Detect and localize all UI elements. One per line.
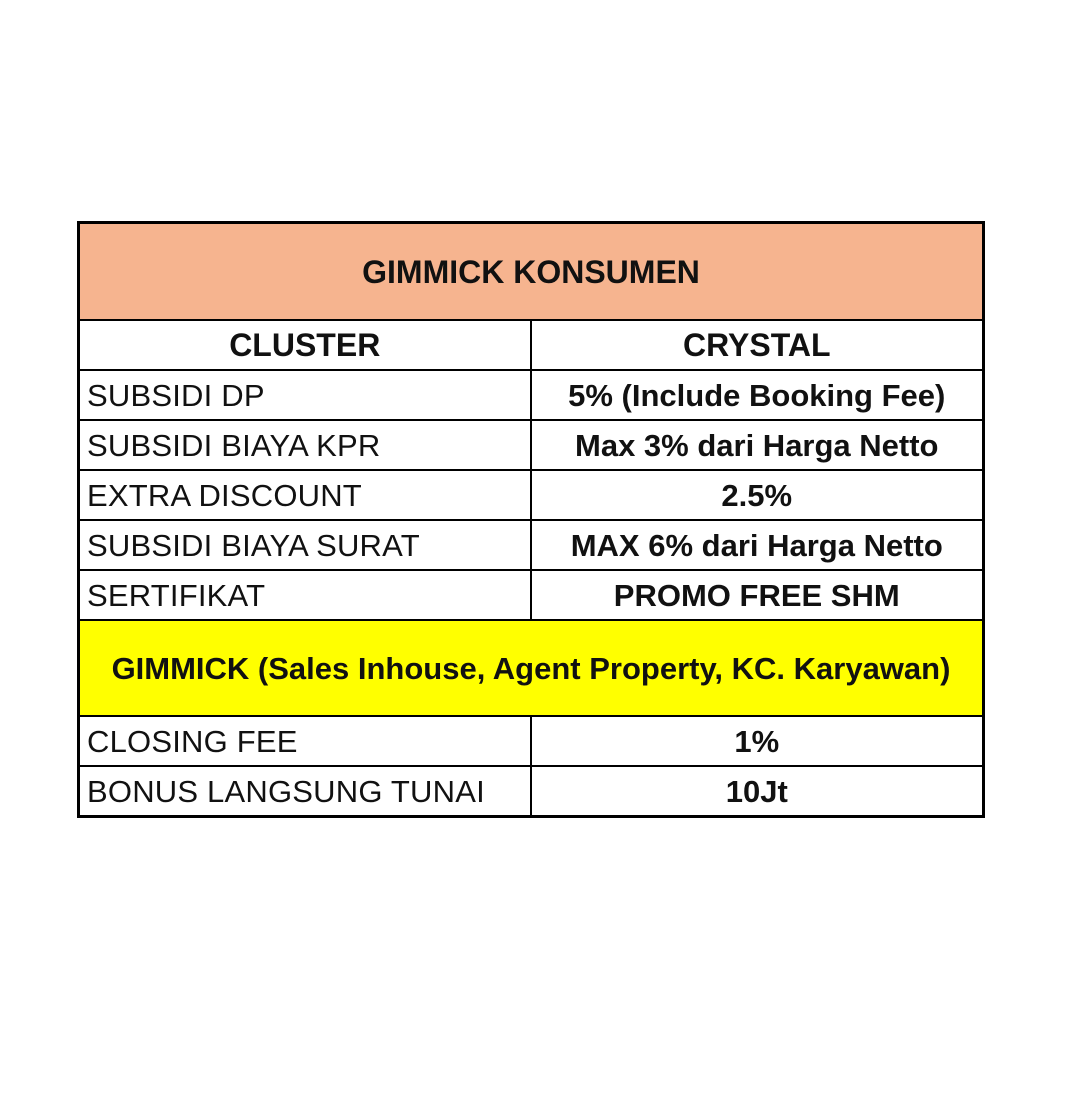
table-row-subsidi-biaya-kpr bbox=[79, 420, 984, 470]
row-label: SUBSIDI DP bbox=[79, 370, 531, 420]
column-header-cluster: CLUSTER bbox=[79, 320, 531, 370]
table-row-closing-fee bbox=[79, 716, 984, 766]
row-label: BONUS LANGSUNG TUNAI bbox=[79, 766, 531, 817]
row-label: SUBSIDI BIAYA SURAT bbox=[79, 520, 531, 570]
row-label: SUBSIDI BIAYA KPR bbox=[79, 420, 531, 470]
column-header-crystal: CRYSTAL bbox=[531, 320, 984, 370]
row-value: MAX 6% dari Harga Netto bbox=[531, 520, 984, 570]
table-row-extra-discount bbox=[79, 470, 984, 520]
row-label: SERTIFIKAT bbox=[79, 570, 531, 620]
row-value: 2.5% bbox=[531, 470, 984, 520]
row-value: PROMO FREE SHM bbox=[531, 570, 984, 620]
promo-table bbox=[77, 221, 985, 818]
row-value: Max 3% dari Harga Netto bbox=[531, 420, 984, 470]
row-label: EXTRA DISCOUNT bbox=[79, 470, 531, 520]
table-row-subsidi-dp bbox=[79, 370, 984, 420]
row-label: CLOSING FEE bbox=[79, 716, 531, 766]
row-value: 5% (Include Booking Fee) bbox=[531, 370, 984, 420]
row-value: 10Jt bbox=[531, 766, 984, 817]
row-value: 1% bbox=[531, 716, 984, 766]
column-header-row bbox=[79, 320, 984, 370]
consumer-section-title: GIMMICK KONSUMEN bbox=[79, 223, 984, 321]
table-row-sertifikat bbox=[79, 570, 984, 620]
table-row-bonus-langsung-tunai bbox=[79, 766, 984, 817]
agent-section-title: GIMMICK (Sales Inhouse, Agent Property, KC. Karyawan) bbox=[79, 620, 984, 716]
table-row-subsidi-biaya-surat bbox=[79, 520, 984, 570]
consumer-title-row bbox=[79, 223, 984, 321]
agent-title-row bbox=[79, 620, 984, 716]
